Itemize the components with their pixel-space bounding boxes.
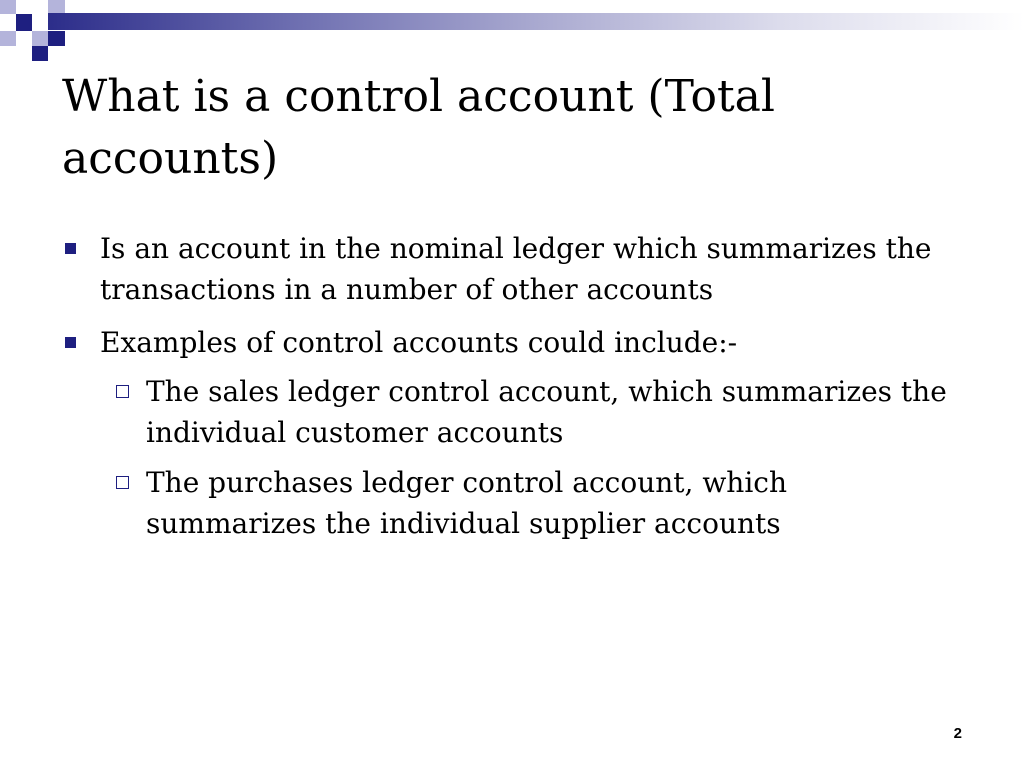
bullet-item <box>0 322 1024 363</box>
page-number: 2 <box>953 725 962 742</box>
sub-bullet-item <box>0 462 1024 544</box>
header-square-decoration <box>48 31 65 46</box>
header-square-decoration <box>48 0 65 14</box>
hollow-square-icon <box>116 385 129 398</box>
bullet-text: Is an account in the nominal ledger which summarizes the transactions in a number of other accounts <box>100 232 932 306</box>
header-square-decoration <box>0 31 16 46</box>
bullet-item <box>0 228 1024 310</box>
bullet-list <box>0 228 1024 553</box>
filled-square-icon <box>65 243 76 254</box>
header-square-decoration <box>32 46 48 61</box>
header-gradient-bar <box>48 13 1024 30</box>
filled-square-icon <box>65 337 76 348</box>
slide-title: What is a control account (Total accounts) <box>62 71 775 184</box>
bullet-text: Examples of control accounts could include:- <box>100 326 738 359</box>
header-square-decoration <box>32 31 48 46</box>
sub-bullet-item <box>0 371 1024 453</box>
hollow-square-icon <box>116 476 129 489</box>
header-square-decoration <box>16 14 32 31</box>
sub-bullet-text: The sales ledger control account, which summarizes the individual customer accounts <box>146 375 947 449</box>
sub-bullet-text: The purchases ledger control account, which summarizes the individual supplier accounts <box>146 466 787 540</box>
header-square-decoration <box>0 0 16 14</box>
